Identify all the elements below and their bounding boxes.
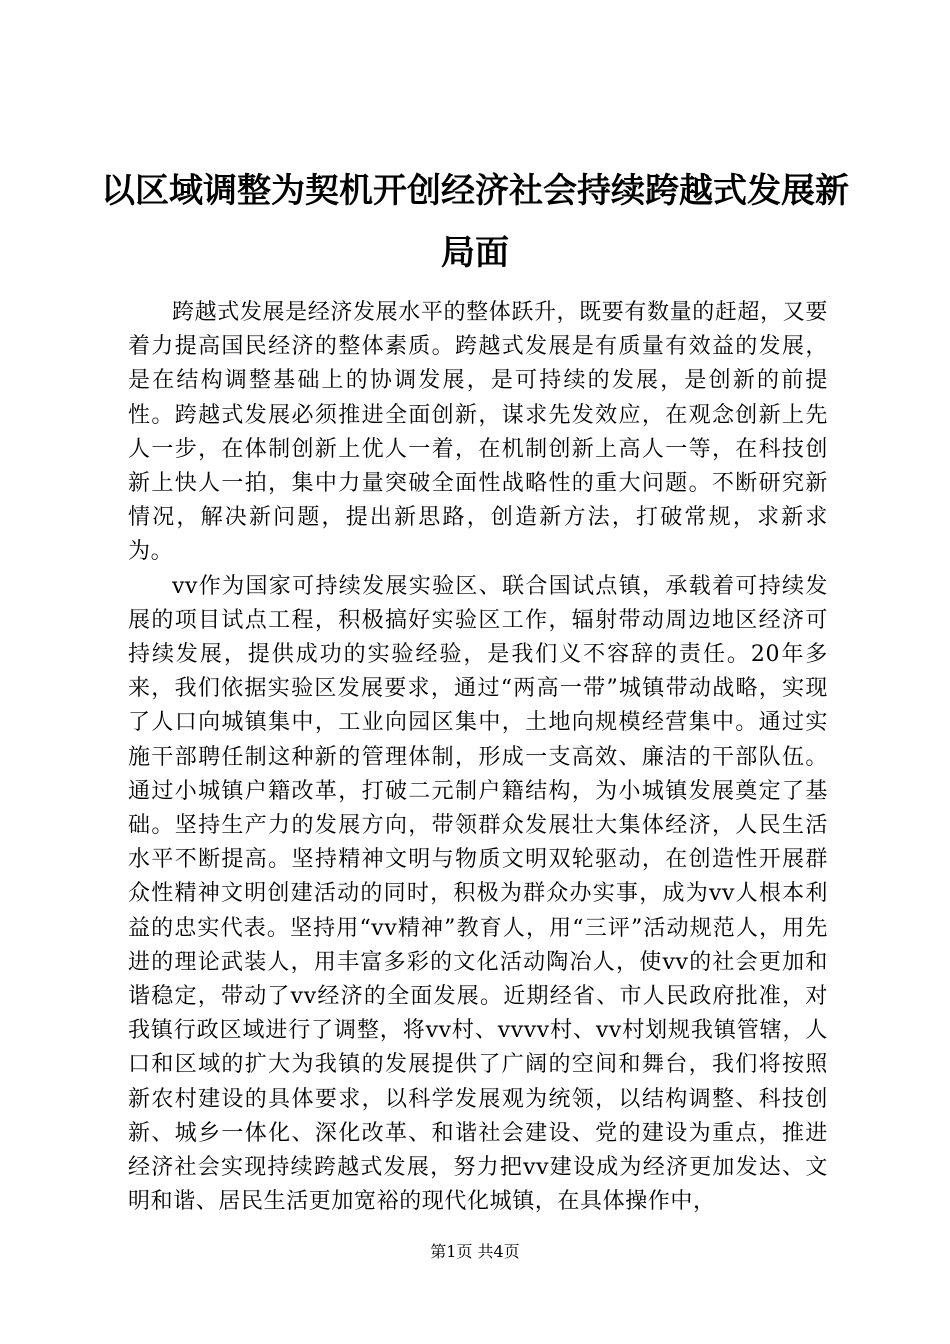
document-body xyxy=(128,296,828,1219)
body-paragraph-2: vv作为国家可持续发展实验区、联合国试点镇，承载着可持续发展的项目试点工程，积极搞好实验区工作，辐射带动周边地区经济可持续发展，提供成功的实验经验，是我们义不容辞的责任。20年多来，我们依据实验区发展要求，通过“两高一带”城镇带动战略，实现了人口向城镇集中，工业向园区集中，土地向规模经营集中。通过实施干部聘任制这种新的管理体制，形成一支高效、廉洁的干部队伍。通过小城镇户籍改革，打破二元制户籍结构，为小城镇发展奠定了基础。坚持生产力的发展方向，带领群众发展壮大集体经济，人民生活水平不断提高。坚持精神文明与物质文明双轮驱动，在创造性开展群众性精神文明创建活动的同时，积极为群众办实事，成为vv人根本利益的忠实代表。坚持用“vv精神”教育人，用“三评”活动规范人，用先进的理论武装人，用丰富多彩的文化活动陶冶人，使vv的社会更加和谐稳定，带动了vv经济的全面发展。近期经省、市人民政府批准，对我镇行政区域进行了调整，将vv村、vvvv村、vv村划规我镇管辖，人口和区域的扩大为我镇的发展提供了广阔的空间和舞台，我们将按照新农村建设的具体要求，以科学发展观为统领，以结构调整、科技创新、城乡一体化、深化改革、和谐社会建设、党的建设为重点，推进经济社会实现持续跨越式发展，努力把vv建设成为经济更加发达、文明和谐、居民生活更加宽裕的现代化城镇，在具体操作中， xyxy=(128,573,828,1215)
document-title: 以区域调整为契机开创经济社会持续跨越式发展新局面 xyxy=(101,171,849,273)
page-number-footer: 第1页 共4页 xyxy=(430,1242,520,1261)
body-paragraph-1: 跨越式发展是经济发展水平的整体跃升，既要有数量的赶超，又要着力提高国民经济的整体素质。跨越式发展是有质量有效益的发展，是在结构调整基础上的协调发展，是可持续的发展，是创新的前提性。跨越式发展必须推进全面创新，谋求先发效应，在观念创新上先人一步，在体制创新上优人一着，在机制创新上高人一等，在科技创新上快人一拍，集中力量突破全面性战略性的重大问题。不断研究新情况，解决新问题，提出新思路，创造新方法，打破常规，求新求为。 xyxy=(128,300,828,565)
